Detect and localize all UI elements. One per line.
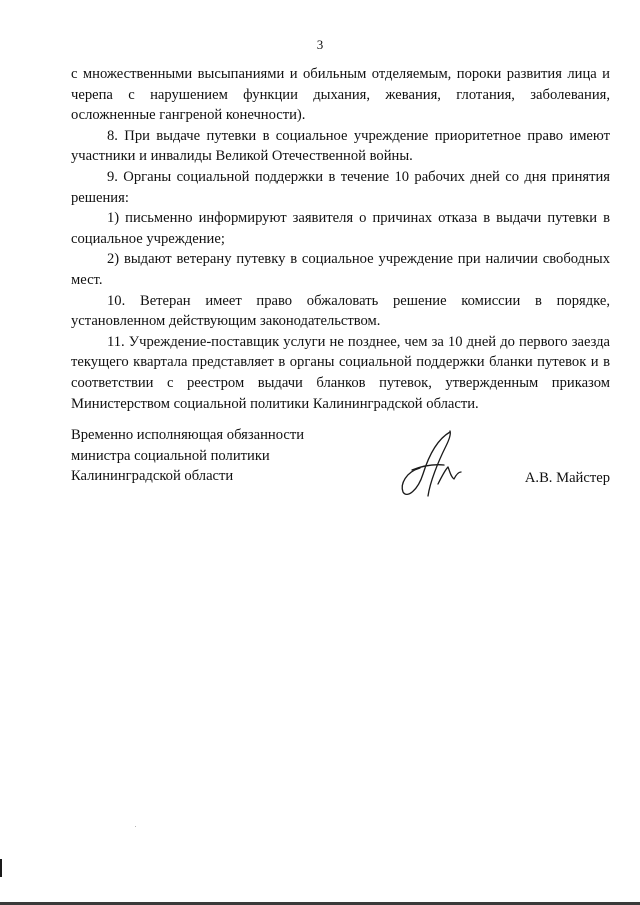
page-number: 3 — [316, 37, 324, 52]
signer-title-line: Калининградской области — [71, 468, 234, 484]
scan-edge-artifact — [0, 859, 2, 877]
signer-title-line: Временно исполняющая обязанности — [71, 427, 305, 443]
document-body — [71, 64, 610, 414]
signer-title — [71, 425, 371, 487]
paragraph-item-9: 9. Органы социальной поддержки в течение 10 рабочих дней со дня принятия решения: — [71, 168, 610, 206]
paragraph-continuation: с множественными высыпаниями и обильным отделяемым, пороки развития лица и черепа с нарушением функции дыхания, жевания, глотания, заболевания, осложненные гангреной конечности). — [71, 66, 610, 124]
signer-title-line: министра социальной политики — [71, 447, 270, 464]
scan-artifact-dot — [135, 826, 136, 827]
paragraph-item-8: 8. При выдаче путевки в социальное учреждение приоритетное право имеют участники и инвалиды Великой Отечественной войны. — [71, 127, 610, 165]
paragraph-item-9-1: 1) письменно информируют заявителя о причинах отказа в выдачи путевки в социальное учреждение; — [71, 210, 610, 247]
signer-name: А.В. Майстер — [524, 470, 610, 486]
paragraph-item-9-2: 2) выдают ветерану путевку в социальное учреждение при наличии свободных мест. — [71, 251, 610, 288]
signature-block — [71, 425, 610, 505]
handwritten-signature-icon — [398, 428, 468, 498]
paragraph-item-11: 11. Учреждение-поставщик услуги не позднее, чем за 10 дней до первого заезда текущего квартала представляет в органы социальной поддержки бланки путевок и в соответствии с реестром выдачи бланков путевок, утвержденным приказом Министерством социальной политики Калининградской области. — [71, 333, 610, 412]
paragraph-item-10: 10. Ветеран имеет право обжаловать решение комиссии в порядке, установленном действующим законодательством. — [71, 292, 610, 330]
